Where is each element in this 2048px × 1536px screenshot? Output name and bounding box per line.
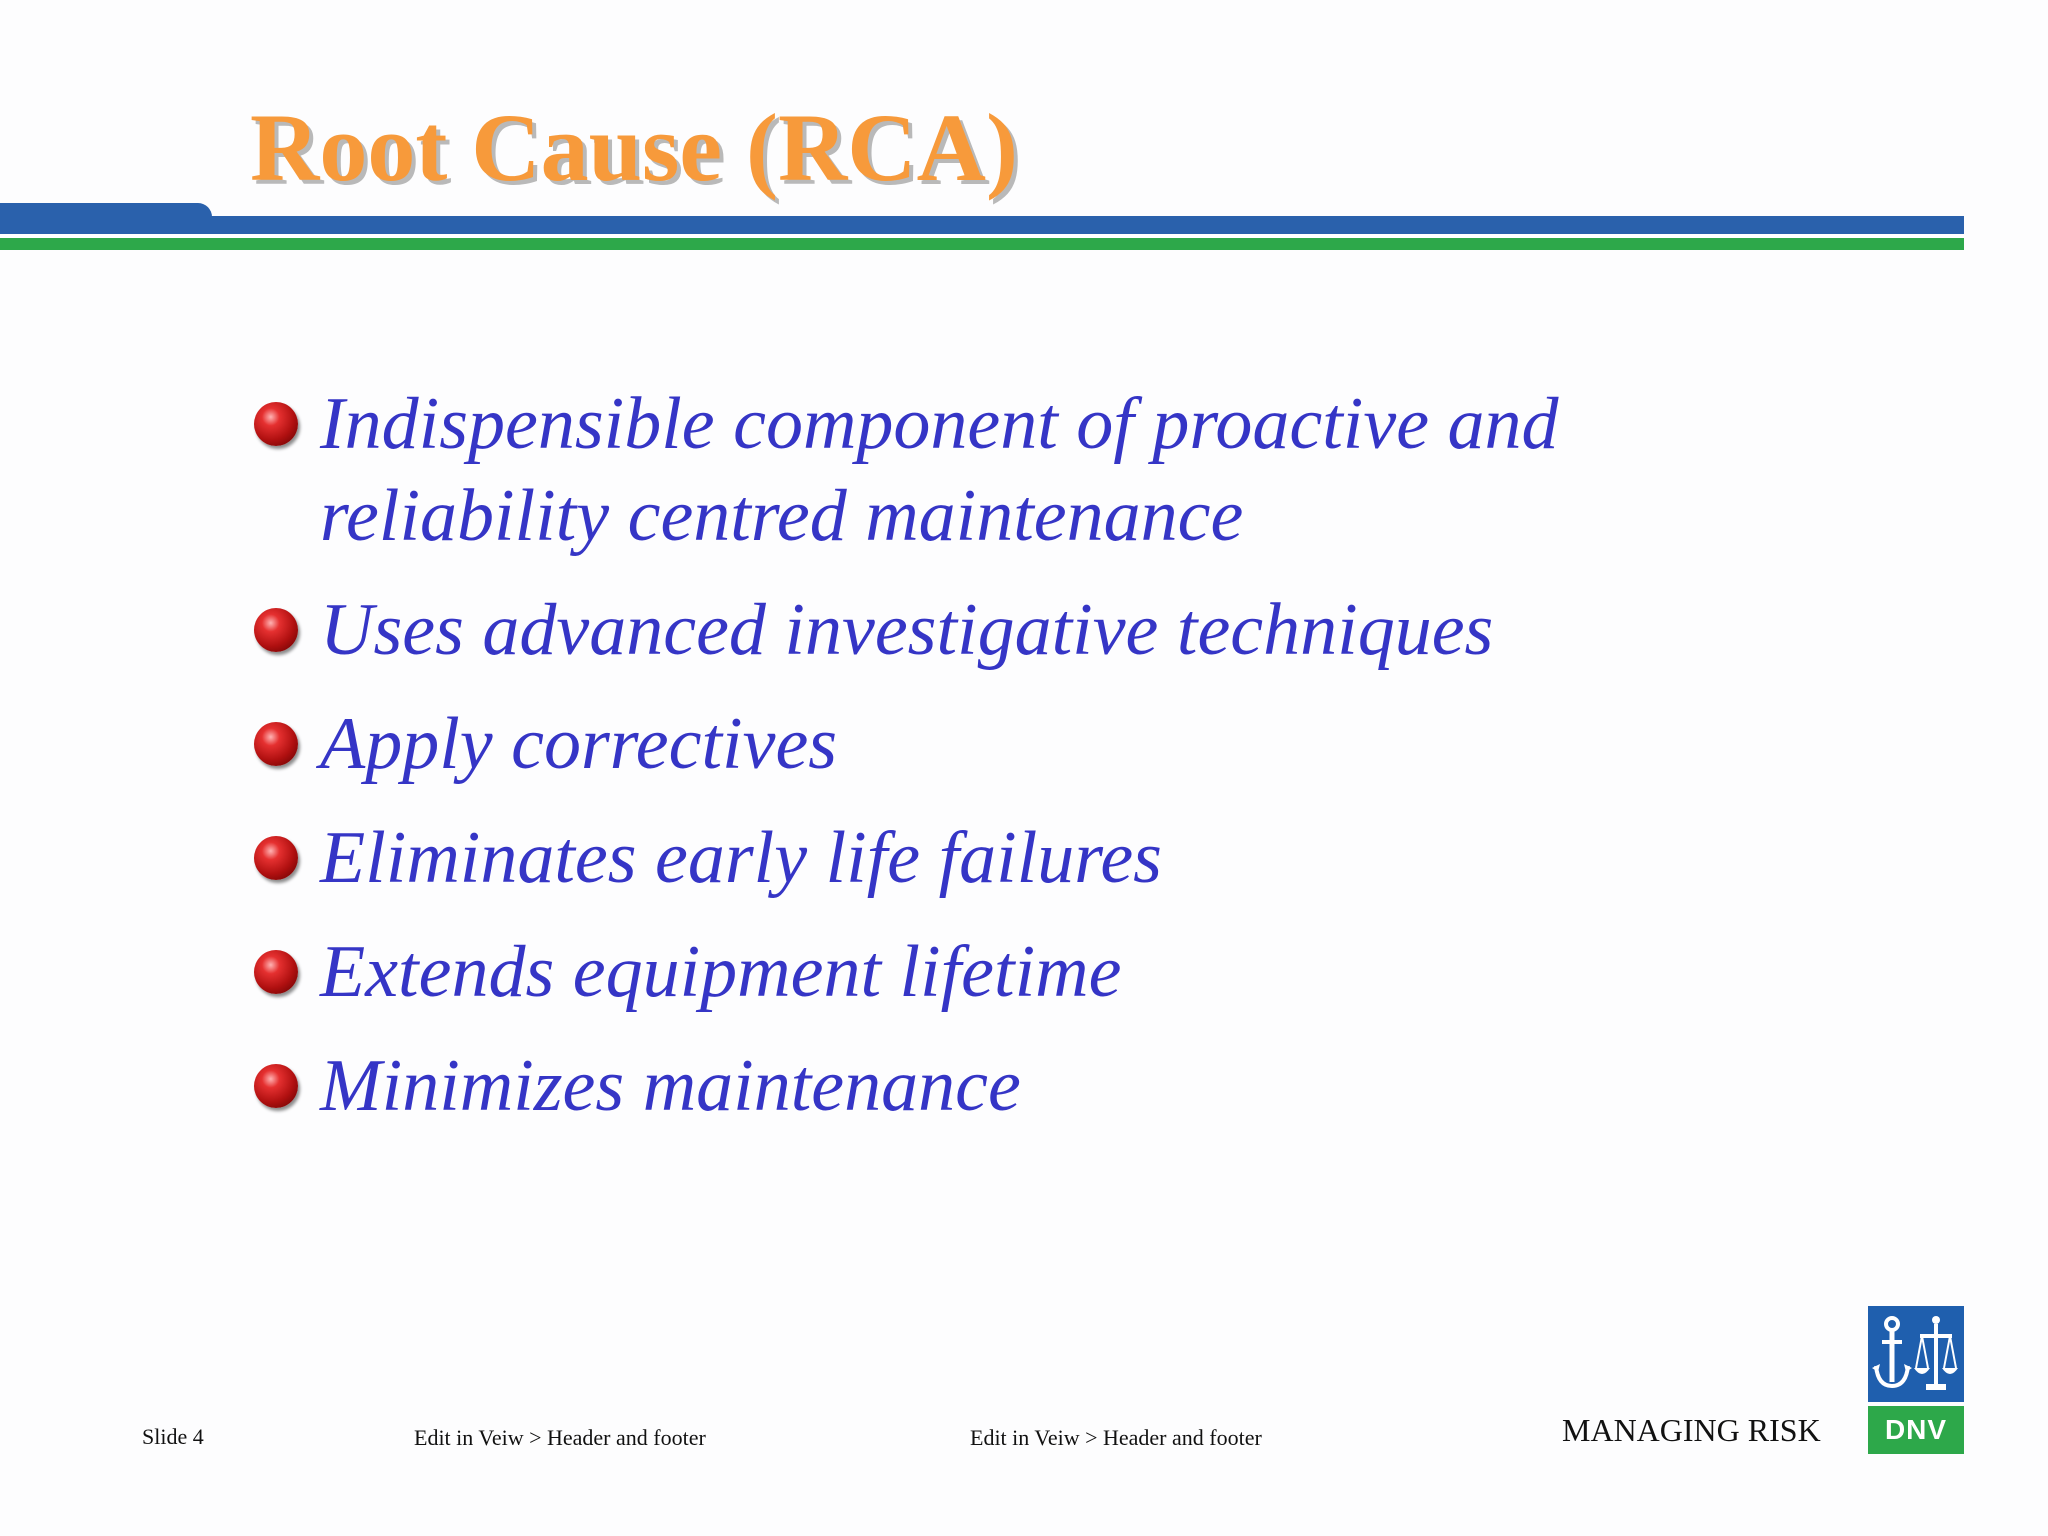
bullet-text: Minimizes maintenance <box>320 1045 1021 1127</box>
bullet-ball-icon <box>254 1064 298 1108</box>
header-bar-green <box>0 238 1964 250</box>
bullet-list <box>250 378 1750 1154</box>
bullet-ball-icon <box>254 950 298 994</box>
bullet-item <box>250 584 1750 676</box>
managing-risk-tagline: MANAGING RISK <box>1562 1412 1821 1448</box>
bullet-text: Indispensible component of proactive and reliability centred maintenance <box>320 383 1559 557</box>
anchor-scales-logo-icon <box>1868 1306 1964 1402</box>
dnv-logo <box>1868 1306 1964 1454</box>
bullet-ball-icon <box>254 402 298 446</box>
bullet-item <box>250 698 1750 790</box>
bullet-item <box>250 378 1750 562</box>
bullet-item <box>250 812 1750 904</box>
footer-slide-number: Slide 4 <box>142 1424 204 1449</box>
bullet-ball-icon <box>254 836 298 880</box>
bullet-item <box>250 926 1750 1018</box>
slide-title: Root Cause (RCA) <box>250 94 1018 201</box>
bullet-ball-icon <box>254 608 298 652</box>
bullet-ball-icon <box>254 722 298 766</box>
bullet-text: Uses advanced investigative techniques <box>320 589 1494 671</box>
logo-dnv-text: DNV <box>1884 1414 1948 1445</box>
footer-header-placeholder: Edit in Veiw > Header and footer <box>414 1425 706 1450</box>
bullet-item <box>250 1040 1750 1132</box>
bullet-text: Apply correctives <box>320 703 838 785</box>
bullet-text: Extends equipment lifetime <box>320 931 1122 1013</box>
header-bar-blue <box>0 216 1964 234</box>
bullet-text: Eliminates early life failures <box>320 817 1162 899</box>
footer-header-placeholder: Edit in Veiw > Header and footer <box>970 1425 1262 1450</box>
